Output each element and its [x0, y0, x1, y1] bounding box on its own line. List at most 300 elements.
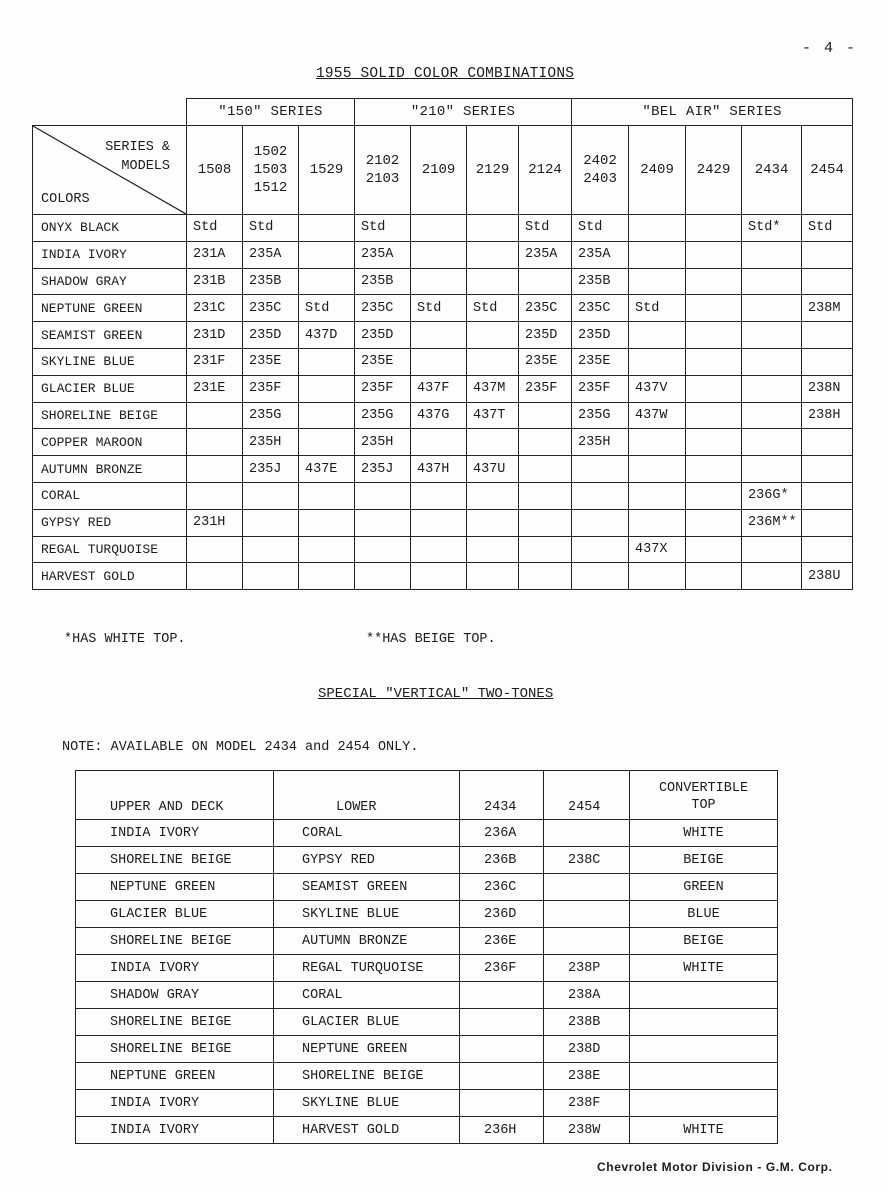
white-top-note: *HAS WHITE TOP. [64, 632, 186, 647]
paint-code-cell [411, 241, 467, 268]
paint-code-cell: 235F [355, 375, 411, 402]
two-tone-row [76, 955, 778, 982]
paint-code-cell: 236G* [742, 482, 802, 509]
paint-code-cell [299, 375, 355, 402]
paint-code-cell: Std [243, 215, 299, 242]
paint-code-cell: Std* [742, 215, 802, 242]
color-row [33, 348, 853, 375]
color-name: SEAMIST GREEN [33, 322, 187, 349]
paint-code-cell [686, 268, 742, 295]
paint-code-cell: 235G [243, 402, 299, 429]
lower-color: GYPSY RED [274, 847, 460, 874]
code-2434: 236D [460, 901, 544, 928]
paint-code-cell [299, 563, 355, 590]
color-name: REGAL TURQUOISE [33, 536, 187, 563]
paint-code-cell [467, 322, 519, 349]
code-2454: 238W [544, 1117, 630, 1144]
color-row [33, 429, 853, 456]
color-row [33, 241, 853, 268]
paint-code-cell: 231B [187, 268, 243, 295]
paint-code-cell [467, 482, 519, 509]
two-tone-rows [76, 820, 778, 1144]
paint-code-cell: 235J [243, 456, 299, 483]
paint-code-cell [686, 348, 742, 375]
paint-code-cell [629, 241, 686, 268]
lower-color: REGAL TURQUOISE [274, 955, 460, 982]
color-row [33, 375, 853, 402]
model-number: 2103 [365, 171, 400, 187]
lower-color: SEAMIST GREEN [274, 874, 460, 901]
paint-code-cell: 235H [243, 429, 299, 456]
paint-code-cell: 235G [572, 402, 629, 429]
paint-code-cell [686, 456, 742, 483]
model-header-cell [572, 126, 629, 215]
paint-code-cell [467, 563, 519, 590]
two-tone-header-row [76, 771, 778, 820]
paint-code-cell [519, 429, 572, 456]
paint-code-cell [299, 268, 355, 295]
paint-code-cell: 437W [629, 402, 686, 429]
model-number: 2102 [365, 153, 400, 169]
paint-code-cell [742, 536, 802, 563]
paint-code-cell [686, 536, 742, 563]
paint-code-cell [686, 322, 742, 349]
model-number: 1502 [253, 144, 288, 160]
convertible-top [630, 1063, 778, 1090]
paint-code-cell [742, 375, 802, 402]
paint-code-cell [519, 456, 572, 483]
header-convertible-top [630, 771, 778, 820]
header-lower: LOWER [274, 771, 460, 820]
two-tone-row [76, 847, 778, 874]
paint-code-cell: 437F [411, 375, 467, 402]
code-2454 [544, 901, 630, 928]
paint-code-cell: Std [519, 215, 572, 242]
paint-code-cell: 437U [467, 456, 519, 483]
paint-code-cell [299, 509, 355, 536]
paint-code-cell: 235F [572, 375, 629, 402]
code-2434 [460, 1063, 544, 1090]
beige-top-note: **HAS BEIGE TOP. [366, 632, 496, 647]
two-tone-row [76, 928, 778, 955]
color-name: SHORELINE BEIGE [33, 402, 187, 429]
lower-color: SHORELINE BEIGE [274, 1063, 460, 1090]
paint-code-cell: Std [355, 215, 411, 242]
paint-code-cell [355, 563, 411, 590]
paint-code-cell: 235F [243, 375, 299, 402]
paint-code-cell: Std [187, 215, 243, 242]
color-name: ONYX BLACK [33, 215, 187, 242]
paint-code-cell [686, 429, 742, 456]
paint-code-cell [519, 482, 572, 509]
corner-header-cell [33, 126, 187, 215]
model-header-cell [686, 126, 742, 215]
paint-code-cell: Std [411, 295, 467, 322]
two-tone-table [75, 770, 778, 1144]
model-number: 2109 [421, 162, 456, 178]
color-row [33, 456, 853, 483]
series-header-1: "210" SERIES [355, 99, 572, 126]
paint-code-cell: 235H [355, 429, 411, 456]
paint-code-cell [411, 215, 467, 242]
paint-code-cell [686, 402, 742, 429]
model-number: 2434 [754, 162, 789, 178]
paint-code-cell: 235D [243, 322, 299, 349]
paint-code-cell [299, 402, 355, 429]
model-header-cell [742, 126, 802, 215]
paint-code-cell: 238U [802, 563, 853, 590]
convertible-top: BLUE [630, 901, 778, 928]
paint-code-cell: Std [802, 215, 853, 242]
model-header-cell [629, 126, 686, 215]
color-row [33, 322, 853, 349]
model-header-cell [802, 126, 853, 215]
paint-code-cell [629, 482, 686, 509]
convertible-top: BEIGE [630, 847, 778, 874]
paint-code-cell: 437D [299, 322, 355, 349]
paint-code-cell [187, 536, 243, 563]
color-row [33, 402, 853, 429]
footer-credit: Chevrolet Motor Division - G.M. Corp. [597, 1160, 833, 1174]
paint-code-cell [243, 509, 299, 536]
paint-code-cell [243, 536, 299, 563]
paint-code-cell [686, 482, 742, 509]
paint-code-cell: 238M [802, 295, 853, 322]
paint-code-cell [742, 241, 802, 268]
model-number: 1508 [197, 162, 232, 178]
model-number: 2402 [583, 153, 617, 169]
series-header-2: "BEL AIR" SERIES [572, 99, 853, 126]
code-2454 [544, 820, 630, 847]
upper-color: INDIA IVORY [76, 1117, 274, 1144]
corner-series-text: SERIES & [105, 140, 170, 155]
header-convertible-text: CONVERTIBLE [658, 781, 749, 796]
code-2434: 236F [460, 955, 544, 982]
lower-color: CORAL [274, 982, 460, 1009]
code-2434 [460, 1090, 544, 1117]
convertible-top: GREEN [630, 874, 778, 901]
paint-code-cell: 231C [187, 295, 243, 322]
paint-code-cell [686, 295, 742, 322]
code-2454: 238A [544, 982, 630, 1009]
model-header-cell [243, 126, 299, 215]
paint-code-cell: 235E [355, 348, 411, 375]
paint-code-cell [629, 429, 686, 456]
lower-color: AUTUMN BRONZE [274, 928, 460, 955]
upper-color: GLACIER BLUE [76, 901, 274, 928]
upper-color: NEPTUNE GREEN [76, 1063, 274, 1090]
paint-code-cell [629, 456, 686, 483]
paint-code-cell [355, 509, 411, 536]
convertible-top: WHITE [630, 1117, 778, 1144]
paint-code-cell [742, 402, 802, 429]
two-tone-row [76, 1117, 778, 1144]
paint-code-cell: 235D [355, 322, 411, 349]
color-row [33, 536, 853, 563]
paint-code-cell [467, 268, 519, 295]
paint-code-cell [802, 322, 853, 349]
convertible-top: WHITE [630, 955, 778, 982]
paint-code-cell: 235E [572, 348, 629, 375]
model-number: 2429 [696, 162, 731, 178]
paint-code-cell [629, 215, 686, 242]
paint-code-cell [411, 536, 467, 563]
convertible-top [630, 982, 778, 1009]
paint-code-cell [411, 322, 467, 349]
code-2454: 238C [544, 847, 630, 874]
color-name: AUTUMN BRONZE [33, 456, 187, 483]
paint-code-cell [299, 348, 355, 375]
paint-code-cell: 437M [467, 375, 519, 402]
paint-code-cell: 235B [243, 268, 299, 295]
paint-code-cell: Std [467, 295, 519, 322]
paint-code-cell: 235D [519, 322, 572, 349]
color-name: GLACIER BLUE [33, 375, 187, 402]
solid-color-rows [33, 215, 853, 590]
paint-code-cell [355, 536, 411, 563]
model-number: 1512 [253, 180, 288, 196]
paint-code-cell [467, 241, 519, 268]
code-2454: 238B [544, 1009, 630, 1036]
model-header-cell [411, 126, 467, 215]
paint-code-cell [187, 402, 243, 429]
paint-code-cell [355, 482, 411, 509]
paint-code-cell [802, 509, 853, 536]
paint-code-cell: 235C [572, 295, 629, 322]
lower-color: HARVEST GOLD [274, 1117, 460, 1144]
paint-code-cell: 236M** [742, 509, 802, 536]
paint-code-cell: 235A [572, 241, 629, 268]
models-header-row [33, 126, 853, 215]
color-row [33, 563, 853, 590]
two-tone-subtitle: SPECIAL "VERTICAL" TWO-TONES [318, 686, 554, 702]
paint-code-cell: 235G [355, 402, 411, 429]
convertible-top: BEIGE [630, 928, 778, 955]
code-2434 [460, 982, 544, 1009]
paint-code-cell: 238H [802, 402, 853, 429]
paint-code-cell [572, 509, 629, 536]
two-tone-row [76, 1090, 778, 1117]
paint-code-cell [686, 509, 742, 536]
model-number: 2454 [810, 162, 844, 178]
two-tone-row [76, 901, 778, 928]
color-row [33, 215, 853, 242]
paint-code-cell [411, 268, 467, 295]
color-name: SHADOW GRAY [33, 268, 187, 295]
paint-code-cell [411, 348, 467, 375]
color-row [33, 509, 853, 536]
paint-code-cell: 235B [572, 268, 629, 295]
corner-models-text: MODELS [121, 159, 170, 174]
paint-code-cell [686, 241, 742, 268]
paint-code-cell [629, 268, 686, 295]
code-2434 [460, 1009, 544, 1036]
paint-code-cell: 231H [187, 509, 243, 536]
paint-code-cell [411, 509, 467, 536]
convertible-top [630, 1090, 778, 1117]
paint-code-cell: 437X [629, 536, 686, 563]
code-2454: 238P [544, 955, 630, 982]
convertible-top [630, 1009, 778, 1036]
paint-code-cell [299, 215, 355, 242]
code-2434: 236E [460, 928, 544, 955]
paint-code-cell [519, 509, 572, 536]
paint-code-cell [686, 375, 742, 402]
paint-code-cell [802, 536, 853, 563]
paint-code-cell [519, 536, 572, 563]
color-name: NEPTUNE GREEN [33, 295, 187, 322]
paint-code-cell [187, 429, 243, 456]
page-number: - 4 - [802, 40, 858, 57]
paint-code-cell: 235J [355, 456, 411, 483]
paint-code-cell [742, 268, 802, 295]
paint-code-cell [742, 456, 802, 483]
code-2434: 236B [460, 847, 544, 874]
blank-corner [33, 99, 187, 126]
upper-color: INDIA IVORY [76, 955, 274, 982]
paint-code-cell: 231A [187, 241, 243, 268]
solid-color-table [32, 98, 853, 590]
paint-code-cell [629, 563, 686, 590]
lower-color: NEPTUNE GREEN [274, 1036, 460, 1063]
upper-color: SHADOW GRAY [76, 982, 274, 1009]
paint-code-cell [802, 429, 853, 456]
paint-code-cell: Std [572, 215, 629, 242]
corner-colors-label: COLORS [41, 192, 90, 207]
color-name: SKYLINE BLUE [33, 348, 187, 375]
upper-color: SHORELINE BEIGE [76, 847, 274, 874]
paint-code-cell: 235A [243, 241, 299, 268]
model-number: 2124 [528, 162, 562, 178]
paint-code-cell: 437V [629, 375, 686, 402]
series-header-row [33, 99, 853, 126]
paint-code-cell [572, 563, 629, 590]
paint-code-cell [467, 215, 519, 242]
code-2454 [544, 928, 630, 955]
model-header-cell [299, 126, 355, 215]
code-2434 [460, 1036, 544, 1063]
upper-color: SHORELINE BEIGE [76, 1009, 274, 1036]
paint-code-cell [411, 482, 467, 509]
paint-code-cell: 238N [802, 375, 853, 402]
model-header-cell [187, 126, 243, 215]
paint-code-cell [467, 509, 519, 536]
paint-code-cell: 437H [411, 456, 467, 483]
paint-code-cell: 437G [411, 402, 467, 429]
paint-code-cell: 231F [187, 348, 243, 375]
paint-code-cell [299, 482, 355, 509]
upper-color: SHORELINE BEIGE [76, 928, 274, 955]
color-name: GYPSY RED [33, 509, 187, 536]
two-tone-row [76, 1009, 778, 1036]
header-top-text: TOP [691, 798, 716, 813]
header-model-2434: 2434 [460, 771, 544, 820]
lower-color: SKYLINE BLUE [274, 901, 460, 928]
code-2434: 236C [460, 874, 544, 901]
upper-color: INDIA IVORY [76, 820, 274, 847]
paint-code-cell [467, 348, 519, 375]
paint-code-cell [572, 456, 629, 483]
paint-code-cell: 235C [355, 295, 411, 322]
lower-color: SKYLINE BLUE [274, 1090, 460, 1117]
paint-code-cell [629, 322, 686, 349]
model-header-cell [519, 126, 572, 215]
color-row [33, 482, 853, 509]
paint-code-cell: 235B [355, 268, 411, 295]
two-tone-row [76, 982, 778, 1009]
paint-code-cell: 437T [467, 402, 519, 429]
paint-code-cell: 235A [355, 241, 411, 268]
header-upper-and-deck: UPPER AND DECK [76, 771, 274, 820]
paint-code-cell [519, 563, 572, 590]
model-number: 1503 [253, 162, 288, 178]
paint-code-cell: 235F [519, 375, 572, 402]
two-tone-row [76, 1036, 778, 1063]
color-name: HARVEST GOLD [33, 563, 187, 590]
model-number: 2409 [640, 162, 674, 178]
paint-code-cell [802, 241, 853, 268]
paint-code-cell: 235D [572, 322, 629, 349]
paint-code-cell [243, 482, 299, 509]
paint-code-cell [742, 322, 802, 349]
paint-code-cell: 231E [187, 375, 243, 402]
code-2454: 238D [544, 1036, 630, 1063]
color-row [33, 268, 853, 295]
upper-color: INDIA IVORY [76, 1090, 274, 1117]
color-name: CORAL [33, 482, 187, 509]
paint-code-cell: 235E [519, 348, 572, 375]
paint-code-cell [802, 268, 853, 295]
model-header-cell [355, 126, 411, 215]
code-2434: 236H [460, 1117, 544, 1144]
model-number: 1529 [309, 162, 344, 178]
corner-series-label [105, 138, 170, 176]
paint-code-cell: Std [299, 295, 355, 322]
lower-color: CORAL [274, 820, 460, 847]
series-header-0: "150" SERIES [187, 99, 355, 126]
upper-color: NEPTUNE GREEN [76, 874, 274, 901]
paint-code-cell [686, 563, 742, 590]
paint-code-cell [187, 482, 243, 509]
two-tone-row [76, 874, 778, 901]
paint-code-cell: 235H [572, 429, 629, 456]
paint-code-cell: 235C [519, 295, 572, 322]
color-name: INDIA IVORY [33, 241, 187, 268]
two-tone-row [76, 1063, 778, 1090]
paint-code-cell [519, 402, 572, 429]
paint-code-cell [467, 536, 519, 563]
paint-code-cell [742, 295, 802, 322]
paint-code-cell [686, 215, 742, 242]
paint-code-cell: Std [629, 295, 686, 322]
code-2434: 236A [460, 820, 544, 847]
paint-code-cell [572, 536, 629, 563]
paint-code-cell [802, 456, 853, 483]
paint-code-cell [467, 429, 519, 456]
paint-code-cell [802, 348, 853, 375]
page-title: 1955 SOLID COLOR COMBINATIONS [316, 66, 575, 82]
paint-code-cell [299, 241, 355, 268]
model-availability-note: NOTE: AVAILABLE ON MODEL 2434 and 2454 ONLY. [62, 740, 419, 755]
model-number: 2129 [475, 162, 510, 178]
convertible-top: WHITE [630, 820, 778, 847]
paint-code-cell [742, 429, 802, 456]
paint-code-cell [629, 348, 686, 375]
paint-code-cell: 235E [243, 348, 299, 375]
model-number: 2403 [583, 171, 617, 187]
two-tone-row [76, 820, 778, 847]
paint-code-cell [742, 348, 802, 375]
